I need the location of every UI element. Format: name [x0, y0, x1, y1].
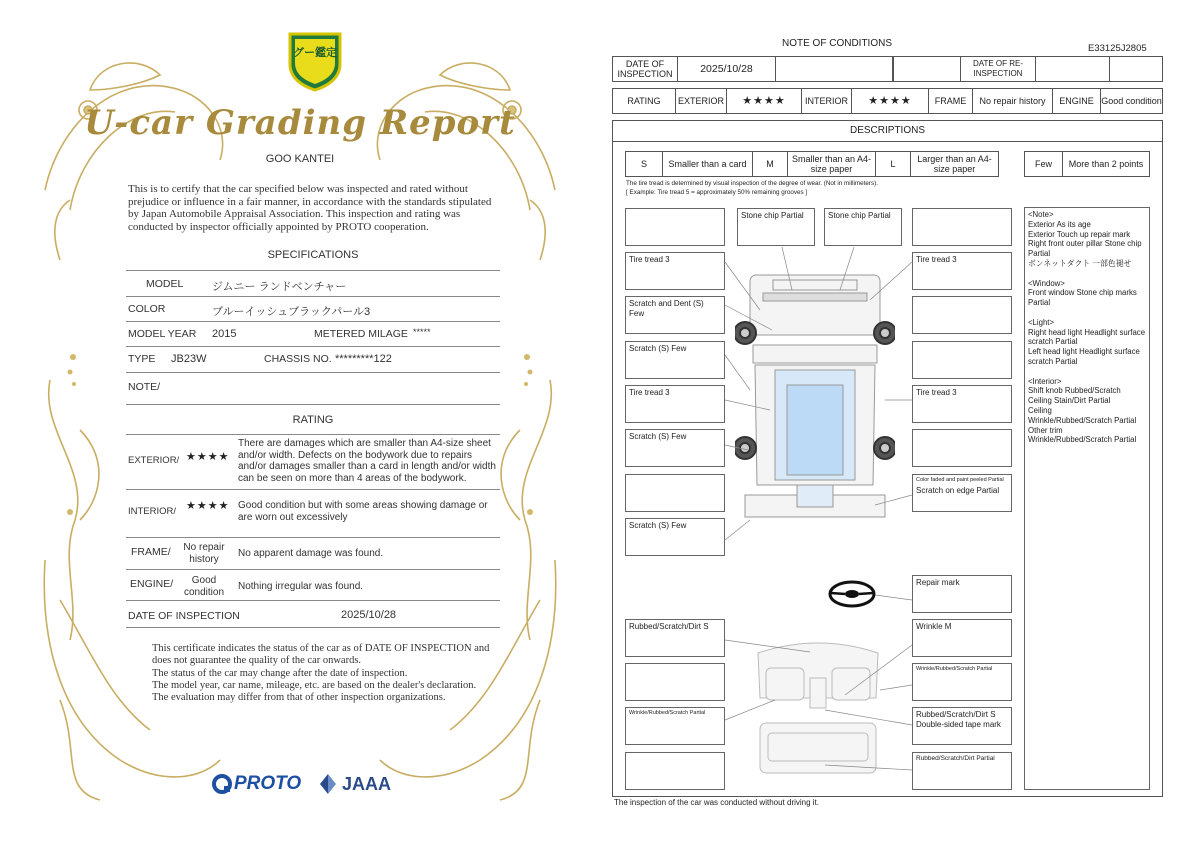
exterior-stars: ★★★★ [186, 451, 230, 463]
date-of-inspection-value: 2025/10/28 [678, 57, 776, 81]
conditions-footer: The inspection of the car was conducted without driving it. [614, 798, 819, 807]
condition-text: Stone chip Partial [741, 211, 804, 220]
conditions-title: NOTE OF CONDITIONS [782, 38, 892, 49]
engine-label: ENGINE [1053, 89, 1101, 113]
legend-l-text: Larger than an A4-size paper [917, 154, 992, 174]
type-label: TYPE [128, 353, 156, 365]
proto-mark-icon [212, 774, 232, 794]
condition-box-l1 [625, 208, 725, 246]
divider [126, 489, 500, 490]
interior-box-r4 [912, 752, 1012, 790]
rating-heading: RATING [292, 414, 334, 426]
frame-value: No repair history [973, 89, 1053, 113]
chassis-value: *********122 [335, 353, 392, 365]
condition-box-l4 [625, 341, 725, 379]
specifications-heading: SPECIFICATIONS [267, 249, 359, 261]
condition-box-r3 [912, 296, 1012, 334]
condition-text: Scratch (S) Few [629, 521, 687, 530]
frame-value: No repair history [183, 542, 225, 565]
divider [126, 270, 500, 271]
condition-box-l8 [625, 518, 725, 556]
condition-text: Repair mark [916, 578, 960, 587]
divider [126, 600, 500, 601]
condition-text: Wrinkle/Rubbed/Scratch Partial [916, 666, 993, 672]
model-year-label: MODEL YEAR [128, 328, 197, 340]
interior-box-l3 [625, 707, 725, 745]
condition-text: Rubbed/Scratch/Dirt Partial [916, 755, 995, 762]
condition-box-l5 [625, 385, 725, 423]
condition-box-r2 [912, 252, 1012, 290]
divider [126, 346, 500, 347]
exterior-stars: ★★★★ [727, 89, 802, 113]
legend-m: M [753, 152, 788, 176]
model-label: MODEL [146, 278, 184, 290]
divider [126, 296, 500, 297]
interior-box-r2 [912, 663, 1012, 701]
engine-value: Good condition [183, 575, 225, 598]
condition-text: Tire tread 3 [916, 255, 957, 264]
legend-m-text: Smaller than an A4-size paper [788, 152, 876, 176]
engine-value: Good condition [1101, 96, 1162, 106]
document-id: E33125J2805 [1088, 43, 1147, 54]
model-value: ジムニー ランドベンチャー [212, 281, 347, 293]
interior-box-l4 [625, 752, 725, 790]
condition-box-r7 [912, 474, 1012, 512]
exterior-description: There are damages which are smaller than A4-size sheet and/or width. Defects on the bodywork due to repairs and/or damages smaller than a card in length and/or width can be seen on more than 4 areas of the bodywork. [238, 438, 496, 484]
type-value: JB23W [171, 353, 207, 365]
interior-box-l1 [625, 619, 725, 657]
interior-label: INTERIOR/ [128, 506, 177, 517]
proto-logo [212, 771, 301, 797]
certification-intro: This is to certify that the car specified below was inspected and rated without prejudice or influence in a fair manner, in accordance with the standards stipulated by Japan Automobile Appraisal Association. This inspection and rating was conducted by inspector officially appointed by PROTO cooperation. [128, 183, 492, 233]
interior-box-l2 [625, 663, 725, 701]
condition-small-text: Color faded and paint peeled Partial [916, 477, 1004, 483]
date-of-inspection-label: DATE OF INSPECTION [613, 57, 678, 81]
jaaa-mark-icon [318, 772, 338, 796]
exterior-label: EXTERIOR/ [128, 455, 180, 466]
legend-few-text: More than 2 points [1068, 159, 1144, 169]
note-label: NOTE/ [128, 381, 161, 393]
certificate-footer: This certificate indicates the status of the car as of DATE OF INSPECTION and does not guarantee the quality of the car onwards. The status of the car may change after the date of inspection. The model year, car name, mileage, etc. are based on the dealer's declaration. The evaluation may differ from that of other inspection organizations. [152, 643, 490, 704]
mileage-value: ***** [413, 327, 431, 337]
divider [126, 404, 500, 405]
engine-label: ENGINE/ [130, 578, 174, 590]
condition-text: Wrinkle/Rubbed/Scratch Partial [629, 710, 706, 716]
condition-box-r4 [912, 341, 1012, 379]
divider [126, 434, 500, 435]
jaaa-logo-text: JAAA [342, 773, 392, 794]
report-title: U-car Grading Report [84, 103, 516, 143]
divider [126, 569, 500, 570]
legend-s-text: Smaller than a card [663, 152, 753, 176]
interior-description: Good condition but with some areas showing damage or are worn out excessively [238, 500, 488, 523]
report-subtitle: GOO KANTEI [265, 153, 335, 165]
condition-text: Stone chip Partial [828, 211, 891, 220]
legend-s: S [626, 152, 663, 176]
condition-box-l6 [625, 429, 725, 467]
reinspection-label: DATE OF RE-INSPECTION [961, 57, 1036, 81]
interior-box-r1 [912, 619, 1012, 657]
engine-description: Nothing irregular was found. [238, 581, 364, 592]
interior-stars: ★★★★ [186, 500, 230, 512]
condition-box-r1 [912, 208, 1012, 246]
legend-few: Few [1025, 152, 1063, 176]
goo-kantei-badge [286, 30, 344, 92]
condition-text: Tire tread 3 [629, 388, 670, 397]
condition-box-top2 [824, 208, 902, 246]
condition-box-r8 [912, 575, 1012, 613]
condition-text: Scratch on edge Partial [916, 486, 1000, 495]
tire-note: The tire tread is determined by visual inspection of the degree of wear. (Not in millimeters). [626, 180, 878, 187]
condition-box-l3 [625, 296, 725, 334]
color-label: COLOR [128, 303, 166, 315]
mileage-label: METERED MILAGE [314, 328, 408, 340]
interior-label: INTERIOR [802, 89, 852, 113]
divider [126, 537, 500, 538]
proto-logo-text: PROTO [234, 773, 302, 794]
condition-box-l2 [625, 252, 725, 290]
date-of-inspection-label: DATE OF INSPECTION [128, 610, 240, 622]
chassis-label: CHASSIS NO. [264, 353, 332, 365]
frame-label: FRAME [929, 89, 973, 113]
condition-text: Rubbed/Scratch/Dirt S [629, 622, 709, 631]
date-of-inspection-value: 2025/10/28 [341, 609, 397, 621]
condition-text: Rubbed/Scratch/Dirt S Double-sided tape mark [916, 710, 1001, 729]
badge-text: グー鑑定 [293, 47, 337, 59]
frame-label: FRAME/ [131, 546, 171, 558]
condition-box-r6 [912, 429, 1012, 467]
descriptions-heading: DESCRIPTIONS [612, 120, 1163, 142]
frame-description: No apparent damage was found. [238, 548, 384, 559]
divider [126, 627, 500, 628]
legend-l: L [876, 152, 911, 176]
condition-text: Tire tread 3 [629, 255, 670, 264]
condition-text: Tire tread 3 [916, 388, 957, 397]
condition-text: Scratch (S) Few [629, 432, 687, 441]
divider [126, 372, 500, 373]
condition-text: Wrinkle M [916, 622, 952, 631]
divider [126, 321, 500, 322]
exterior-label: EXTERIOR [676, 89, 727, 113]
interior-stars: ★★★★ [852, 89, 929, 113]
condition-box-l7 [625, 474, 725, 512]
notes-text: <Note> Exterior As its age Exterior Touch up repair mark Right front outer pillar Stone chip Partial ボンネットダクト 一部色褪せ <Window> Front window Stone chip marks Partial <Light> Right head light Headlight surface scratch Partial Left head light Headlight surface scratch Partial <Interior> Shift knob Rubbed/Scratch Ceiling Stain/Dirt Partial Ceiling Wrinkle/Rubbed/Scratch Partial Other trim Wrinkle/Rubbed/Scratch Partial [1028, 210, 1146, 445]
note-of-conditions [600, 0, 1200, 848]
jaaa-logo [318, 771, 391, 797]
condition-text: Scratch (S) Few [629, 344, 687, 353]
interior-box-r3 [912, 707, 1012, 745]
condition-box-r5 [912, 385, 1012, 423]
condition-box-top1 [737, 208, 815, 246]
condition-text: Scratch and Dent (S) Few [629, 299, 704, 318]
tire-example: [ Example: Tire tread 5 = approximately 50% remaining grooves ] [626, 189, 808, 196]
color-value: ブルーイッシュブラックパール3 [212, 306, 371, 318]
rating-label: RATING [613, 89, 676, 113]
model-year-value: 2015 [212, 328, 237, 340]
